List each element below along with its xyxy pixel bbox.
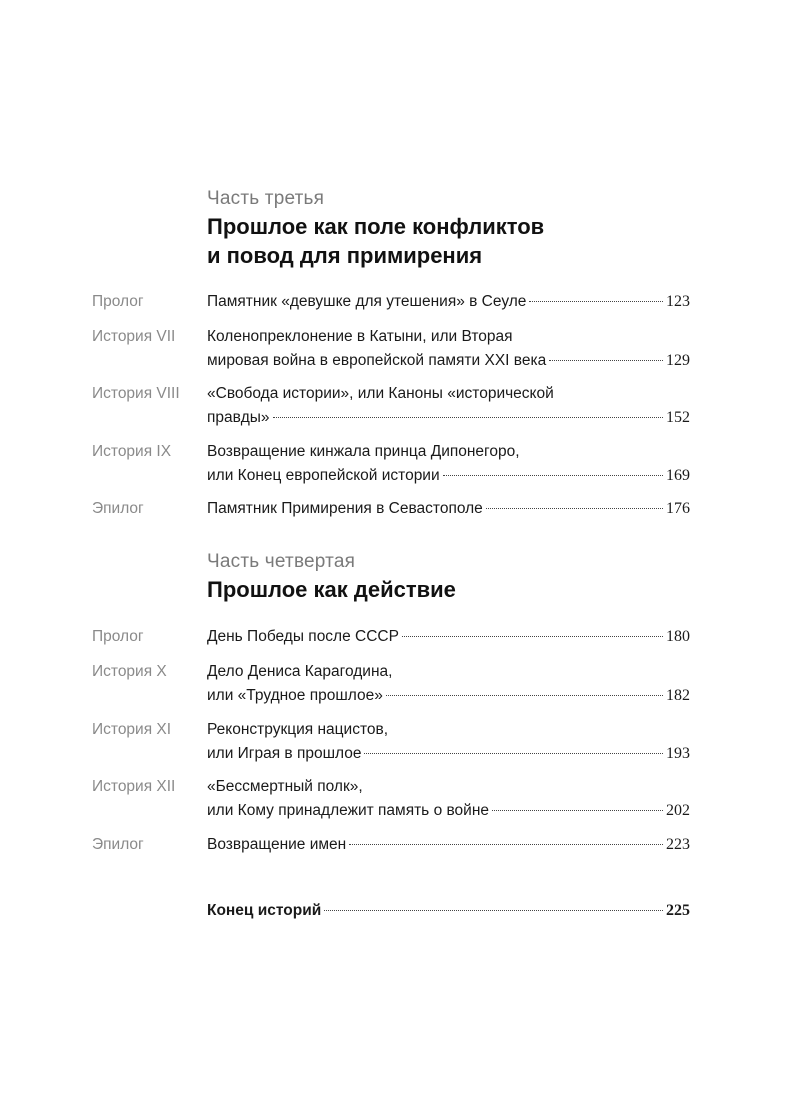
part-four-heading — [207, 549, 456, 604]
entry-label: Эпилог — [92, 836, 144, 853]
entry-title-line: «Бессмертный полк», — [207, 778, 363, 795]
entry-body — [207, 382, 690, 430]
page-number: 225 — [666, 902, 690, 919]
page-number: 202 — [666, 802, 690, 819]
entry-title-line: Конец историй — [207, 902, 322, 919]
entry-body — [207, 899, 690, 923]
dot-leader — [549, 359, 663, 361]
entry-title-line: Памятник Примирения в Севастополе — [207, 500, 483, 517]
dot-leader — [273, 416, 664, 418]
entry-title-line: или Кому принадлежит память о войне — [207, 802, 490, 819]
dot-leader — [492, 809, 663, 811]
dot-leader — [443, 474, 663, 476]
part-title-line: Прошлое как действие — [207, 577, 456, 602]
entry-title-line: правды» — [207, 409, 270, 426]
entry-title-line: или «Трудное прошлое» — [207, 687, 383, 704]
page-number: 152 — [666, 409, 690, 426]
entry-body — [207, 625, 690, 649]
entry-label: История X — [92, 663, 167, 680]
page-number: 182 — [666, 687, 690, 704]
page-number: 193 — [666, 745, 690, 762]
entry-title-line: или Играя в прошлое — [207, 745, 362, 762]
entry-body — [207, 325, 690, 373]
entry-title-line: «Свобода истории», или Каноны «исторической — [207, 385, 554, 402]
entry-body — [207, 290, 690, 314]
page-number: 123 — [666, 293, 690, 310]
entry-label: История IX — [92, 443, 172, 460]
entry-label: История XI — [92, 721, 172, 738]
entry-label: История VIII — [92, 385, 180, 402]
dot-leader — [349, 843, 663, 845]
dot-leader — [364, 752, 663, 754]
entry-title-line: Дело Дениса Карагодина, — [207, 663, 393, 680]
entry-title-line: Памятник «девушке для утешения» в Сеуле — [207, 293, 527, 310]
part-label: Часть третья — [207, 188, 325, 209]
entry-title-line: мировая война в европейской памяти XXI века — [207, 352, 547, 369]
entry-label: История VII — [92, 328, 176, 345]
page-number: 223 — [666, 836, 690, 853]
entry-body — [207, 660, 690, 708]
entry-title-line: Возвращение кинжала принца Дипонегоро, — [207, 443, 520, 460]
dot-leader — [486, 507, 663, 509]
page-number: 180 — [666, 628, 690, 645]
entry-label: Пролог — [92, 293, 144, 310]
dot-leader — [324, 909, 663, 911]
entry-body — [207, 833, 690, 857]
entry-title-line: Реконструкция нацистов, — [207, 721, 389, 738]
entry-body — [207, 775, 690, 823]
dot-leader — [529, 300, 663, 302]
part-label: Часть четвертая — [207, 551, 356, 572]
dot-leader — [386, 694, 663, 696]
part-title-line: и повод для примирения — [207, 243, 483, 268]
page-number: 169 — [666, 467, 690, 484]
entry-title-line: День Победы после СССР — [207, 628, 399, 645]
part-title-line: Прошлое как поле конфликтов — [207, 214, 545, 239]
entry-body — [207, 718, 690, 766]
entry-label: История XII — [92, 778, 176, 795]
entry-body — [207, 497, 690, 521]
entry-title-line: Коленопреклонение в Катыни, или Вторая — [207, 328, 513, 345]
entry-label: Пролог — [92, 628, 144, 645]
entry-title-line: Возвращение имен — [207, 836, 347, 853]
entry-body — [207, 440, 690, 488]
dot-leader — [402, 635, 663, 637]
entry-title-line: или Конец европейской истории — [207, 467, 440, 484]
part-three-heading — [207, 186, 544, 270]
page-number: 129 — [666, 352, 690, 369]
page-number: 176 — [666, 500, 690, 517]
entry-label: Эпилог — [92, 500, 144, 517]
